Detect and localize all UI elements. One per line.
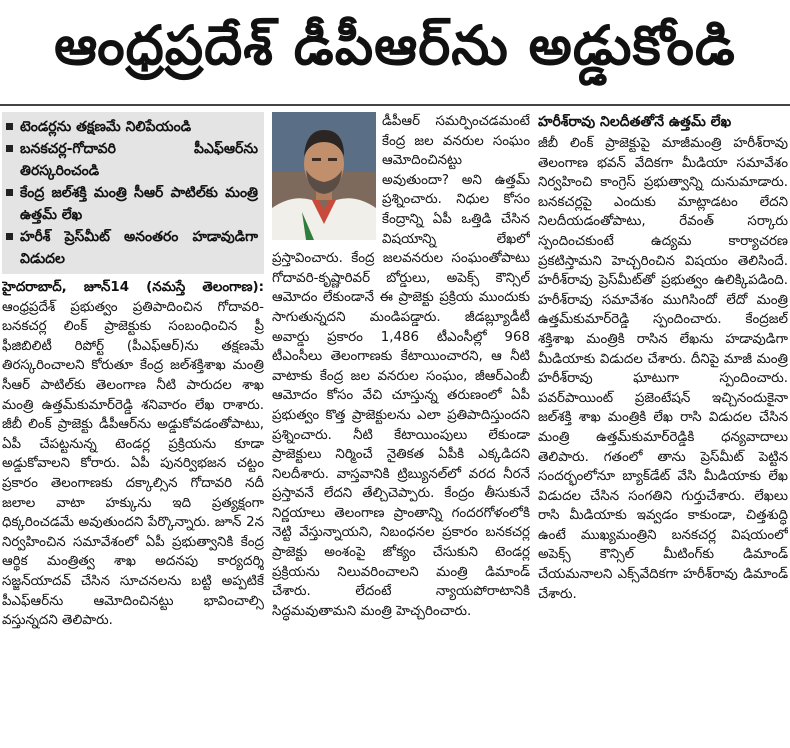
highlight-text: హరీశ్ ప్రెస్‌మీట్ అనంతరం హడావుడిగా విడుదల — [20, 229, 258, 267]
headline-rule — [0, 104, 790, 106]
column-middle — [272, 112, 530, 621]
square-bullet-icon — [6, 189, 20, 226]
highlight-item — [6, 182, 258, 226]
article-text-beside-photo: డీపీఆర్ సమర్పించడమంటే కేంద్ర జల వనరుల సంఘం ఆమోదించినట్టు అవుతుందా? అని ఉత్తమ్ ప్రశ్నించారు. నిధుల కోసం కేంద్రాన్ని — [382, 114, 530, 227]
column-left — [2, 112, 264, 631]
article-body-right: జీబీ లింక్ ప్రాజెక్టుపై మాజీమంత్రి హరీశ్‌రావు తెలంగాణ భవన్ వేదికగా మీడియా సమావేశం నిర్వహించి కాంగ్రెస్ ప్రభుత్వాన్ని దునుమాడారు. బనకచర్లపై ఎందుకు మాట్లాడటం లేదని నిలదీయడంతోపాటు, రేవంత్ సర్కారు స్పందించకుంటే ఉద్యమ కార్యాచరణ ప్రకటిస్తామని హెచ్చరించిన విషయం తెలిసిందే. హరీశ్‌రావు ప్రెస్‌మీట్‌తో ప్రభుత్వం ఉలిక్కిపడింది. హరీశ్‌రావు సమావేశం ముగిసిందో లేదో మంత్రి ఉత్తమ్‌కుమార్‌రెడ్డి స్పందించారు. కేంద్రజల్ శక్తిశాఖ మంత్రికి రాసిన లేఖను హడావుడిగా మీడియాకు విడుదల చేశారు. దీనిపై మాజీ మంత్రి హరీశ్‌రావు ఘాటుగా స్పందించారు. పవర్‌పాయింట్ ప్రజెంటేషన్ ఇచ్చినందుకైనా జల్‌శక్తి శాఖ మంత్రికి లేఖ రాసి విడుదల చేసిన మంత్రి ఉత్తమ్‌కుమార్‌రెడ్డికి ధన్యవాదాలు తెలిపారు. గతంలో తాను ప్రెస్‌మీట్ పెట్టిన సందర్భంలోనూ బ్యాక్‌డేట్ వేసి మీడియాకు లేఖ విడుదల చేసిన సంగతిని గుర్తుచేశారు. లేఖలు రాసి మీడియాకు ఇవ్వడం కాకుండా, చిత్తశుద్ధి ఉంటే ముఖ్యమంత్రిని బనకచర్ల విషయంలో అపెక్స్ కౌన్సిల్ మీటింగ్‌కు డిమాండ్ చేయమనాలని ఎక్స్‌వేదికగా హరీశ్‌రావు డిమాండ్ చేశారు. — [538, 136, 788, 602]
highlight-item — [6, 226, 258, 270]
headline: ఆంధ్రప్రదేశ్ డీపీఆర్‌ను అడ్డుకోండి — [54, 13, 736, 77]
highlight-text: బనకచర్ల-గోదావరి పీఎఫ్‌ఆర్‌ను తిరస్కరించండి — [20, 141, 258, 179]
article-body-left — [2, 278, 264, 631]
highlight-text: టెండర్లను తక్షణమే నిలిపేయండి — [20, 119, 192, 135]
square-bullet-icon — [6, 123, 20, 138]
highlight-item — [6, 116, 258, 138]
highlights-box — [2, 112, 264, 274]
square-bullet-icon — [6, 233, 20, 270]
highlight-text: కేంద్ర జల్‌శక్తి మంత్రి సీఆర్ పాటిల్‌కు మంత్రి ఉత్తమ్ లేఖ — [20, 185, 258, 223]
highlight-item — [6, 138, 258, 182]
article-text: ఏపీ ఒత్తిడి చేసిన విషయాన్ని లేఖలో ప్రస్తావించారు. కేంద్ర జలవనరుల సంఘంతోపాటు గోదావరి-కృష్ణారివర్ బోర్డులు, అపెక్స్ కౌన్సిల్ ఆమోదం లేకుండానే ఈ ప్రాజెక్టు ప్రక్రియ ముందుకు సాగుతున్నదని మండిపడ్డారు. జీడబ్ల్యూడీటీ అవార్డు ప్రకారం 1,486 టీఎంసీల్లో 968 టీఎంసీలు తెలంగాణకు కేటాయించారని, ఆ నీటి వాటాకు కేంద్ర జల వనరుల సంఘం, జీఆర్ఎంబీ ఆమోదం కోసం వేచి చూస్తున్న తరుణంలో ఏపీ ప్రభుత్వం కొత్త ప్రాజెక్టులను ఎలా ప్రతిపాదిస్తుందని ప్రశ్నించారు. నీటి కేటాయింపులు లేకుండా ప్రాజెక్టులు నిర్మించే నైతికత ఏపీకి ఎక్కడిదని నిలదీశారు. వాస్తవానికి ట్రిబ్యునల్‌లో వరద నీరనే ప్రస్తావనే లేదని తేల్చిచెప్పారు. కేంద్రం తీసుకునే నిర్ణయాలు తెలంగాణ ప్రాంతాన్ని గందరగోళంలోకి నెట్టి వేస్తున్నాయని, నిబంధనల ప్రకారం బనకచర్ల ప్రాజెక్టు అంశంపై జోక్యం చేసుకుని టెండర్ల ప్రక్రియను నిలువరించాలని మంత్రి డిమాండ్ చేశారు. లేదంటే న్యాయపోరాటానికి సిద్ధమవుతామని మంత్రి హెచ్చరించారు. — [272, 211, 530, 619]
column-right — [538, 112, 788, 604]
article-text: ఆంధ్రప్రదేశ్ ప్రభుత్వం ప్రతిపాదించిన గోదావరి-బనకచర్ల లింక్ ప్రాజెక్టుకు సంబంధించిన ప్రీ ఫీజిబిలిటీ రిపోర్ట్ (పీఎఫ్‌ఆర్)ను తక్షణమే తిరస్కరించాలని కోరుతూ కేంద్ర జల్‌శక్తిశాఖ మంత్రి సీఆర్ పాటిల్‌కు తెలంగాణ నీటి పారుదల శాఖ మంత్రి ఉత్తమ్‌కుమార్‌రెడ్డి శనివారం లేఖ రాశారు. జీబీ లింక్ ప్రాజెక్టు డీపీఆర్‌ను అడ్డుకోవడంతోపాటు, ఏపీ చేపట్టనున్న టెండర్ల ప్రక్రియను కూడా అడ్డుకోవాలని కోరారు. ఏపీ పునర్విభజన చట్టం ప్రకారం తెలంగాణకు దక్కాల్సిన గోదావరి నదీ జలాల వాటా హక్కును ఇది ప్రత్యక్షంగా ధిక్కరించడమే అవుతుందని పేర్కొన్నారు. జూన్ 2న నిర్వహించిన సమావేశంలో ఏపీ ప్రభుత్వానికి కేంద్ర ఆర్థిక మంత్రిత్వ శాఖ అదనపు కార్యదర్శి సజ్జన్‌యాదవ్ చేసిన సూచనలను బట్టి అప్పటికే పీఎఫ్‌ఆర్‌ను ఆమోదించినట్టు భావించాల్సి వస్తున్నదని తెలిపారు. — [2, 299, 264, 629]
dateline: హైదరాబాద్, జూన్14 (నమస్తే తెలంగాణ): — [2, 280, 264, 295]
minister-photo — [272, 112, 376, 240]
square-bullet-icon — [6, 145, 20, 182]
portrait-image — [272, 112, 376, 240]
subheading: హరీశ్‌రావు నిలదీతతోనే ఉత్తమ్ లేఖ — [538, 114, 732, 130]
